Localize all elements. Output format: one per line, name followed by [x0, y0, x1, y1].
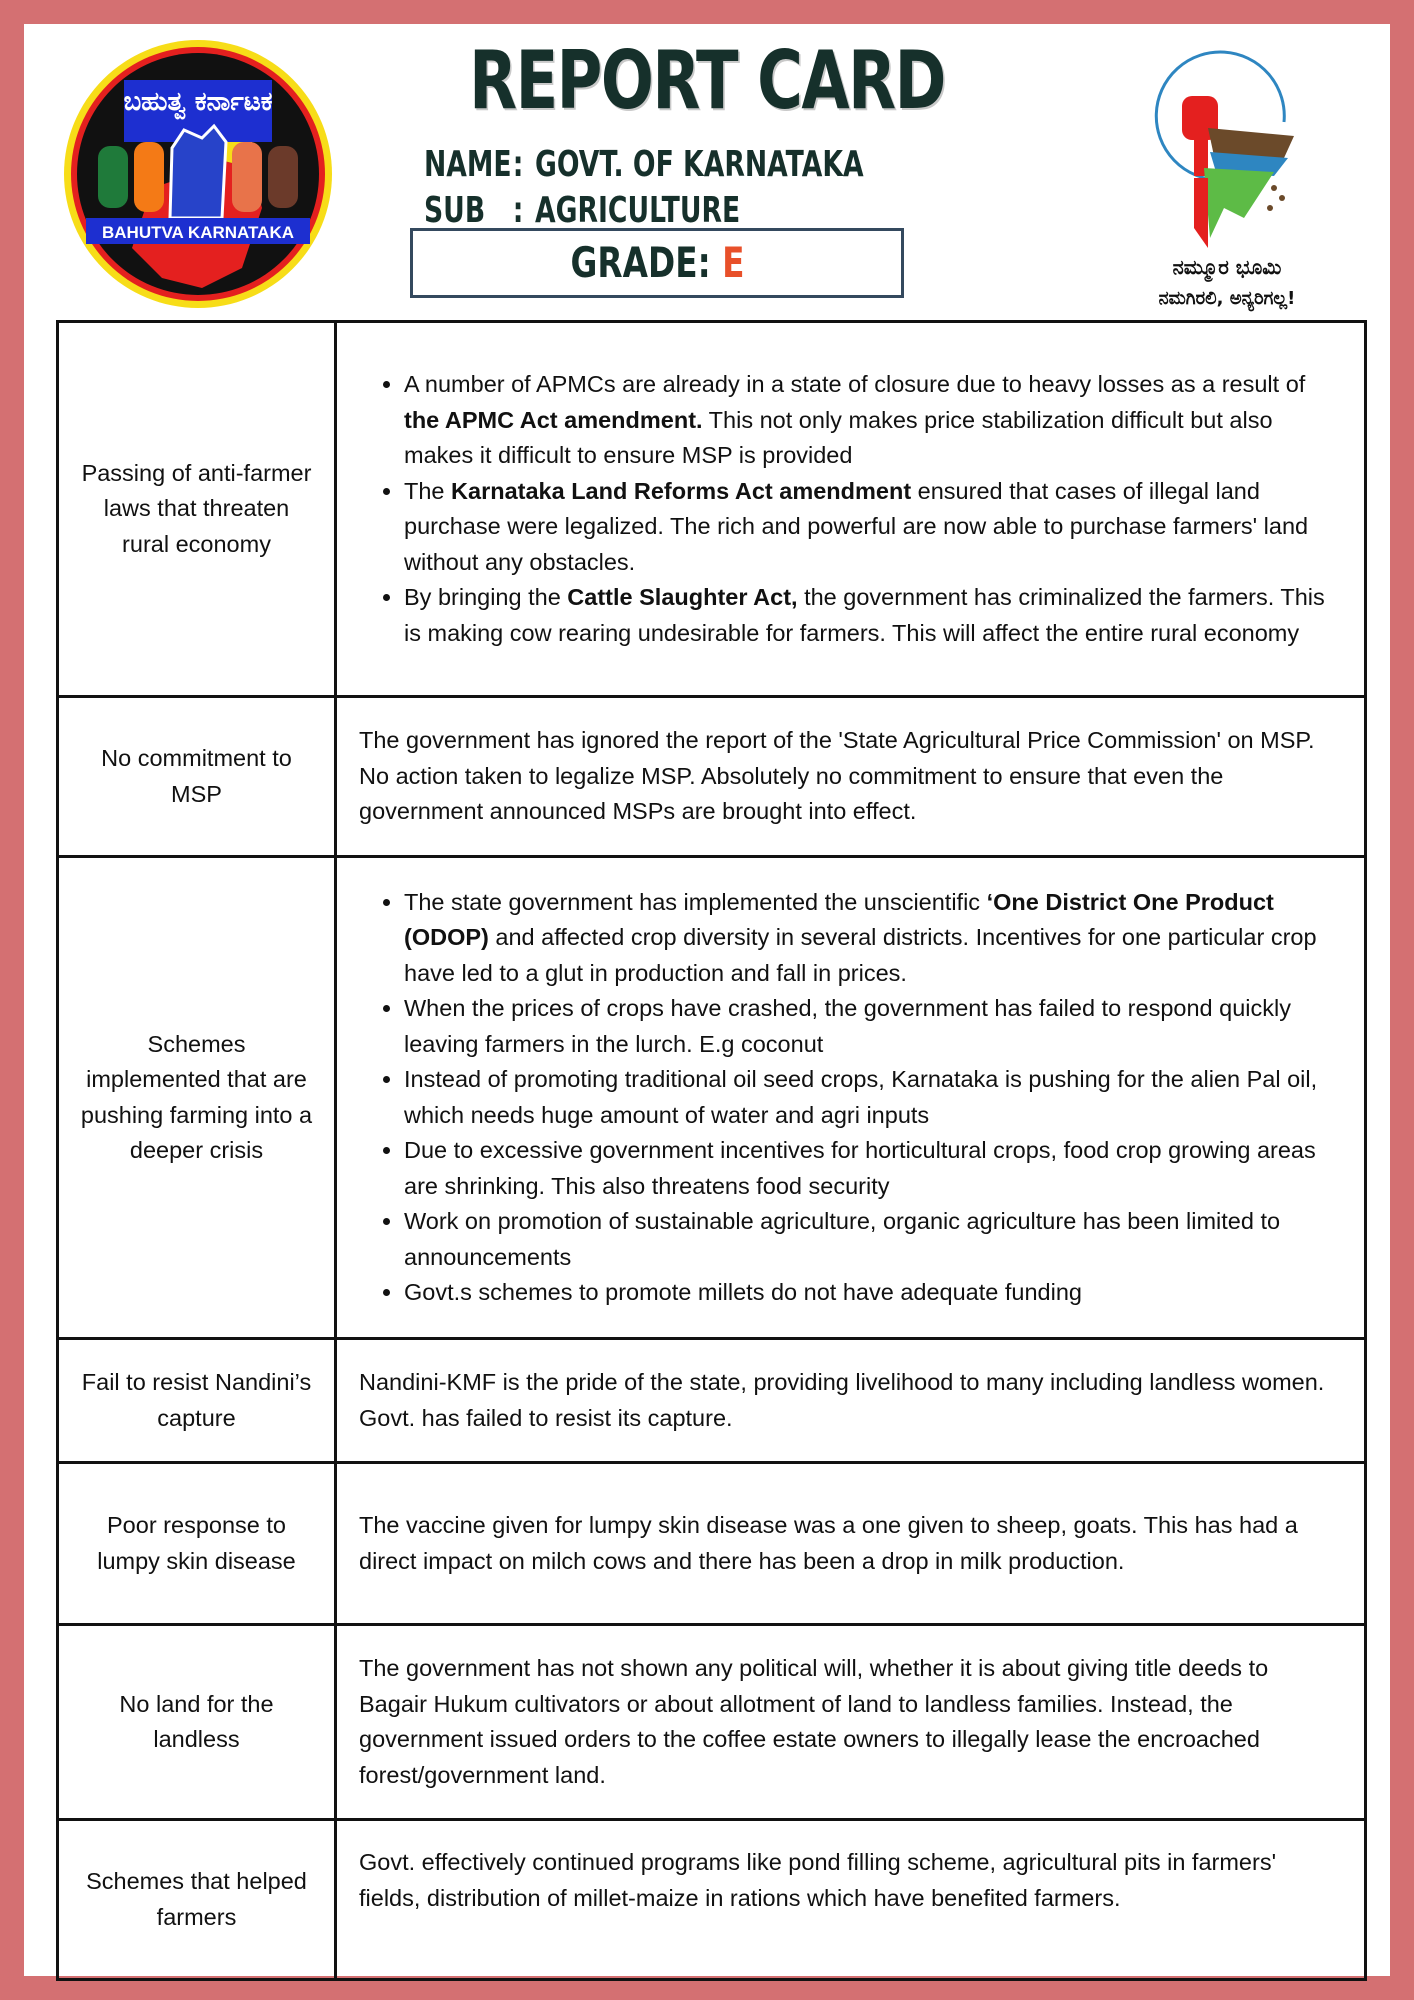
list-item: • The Karnataka Land Reforms Act amendment ensured that cases of illegal land purchase were legalized. The rich and powerful are now able to purchase farmers' land without any obstacles.	[404, 474, 1342, 581]
page-title: REPORT CARD	[469, 34, 945, 127]
report-meta	[424, 142, 864, 234]
row-text: The vaccine given for lumpy skin disease was a one given to sheep, goats. This has had a direct impact on milch cows and there has been a drop in milk production.	[359, 1512, 1298, 1574]
report-table	[56, 320, 1367, 1981]
subject-value: AGRICULTURE	[535, 190, 741, 231]
row-content	[336, 857, 1366, 1339]
row-label: No land for the landless	[58, 1625, 336, 1820]
report-card-page	[24, 24, 1390, 1976]
row-content	[336, 1625, 1366, 1820]
row-label: Poor response to lumpy skin disease	[58, 1463, 336, 1625]
name-separator: :	[512, 144, 524, 185]
table-row	[58, 1820, 1366, 1980]
land-rights-logo	[1124, 48, 1330, 324]
list-item: • Govt.s schemes to promote millets do not have adequate funding	[404, 1275, 1342, 1311]
list-item: • Instead of promoting traditional oil seed crops, Karnataka is pushing for the alien Pal oil, which needs huge amount of water and agri inputs	[404, 1062, 1342, 1133]
subject-separator: :	[512, 190, 524, 231]
table-row	[58, 322, 1366, 697]
row-label: Fail to resist Nandini’s capture	[58, 1339, 336, 1463]
subject-key: SUB	[424, 190, 486, 231]
row-text: Govt. effectively continued programs like pond filling scheme, agricultural pits in farmers' fields, distribution of millet-maize in rations which have benefited farmers.	[359, 1849, 1277, 1911]
row-content	[336, 697, 1366, 857]
row-content	[336, 322, 1366, 697]
grade-label: GRADE:	[570, 238, 711, 287]
name-value: GOVT. OF KARNATAKA	[535, 144, 864, 185]
row-content	[336, 1820, 1366, 1980]
list-item: • A number of APMCs are already in a state of closure due to heavy losses as a result of the APMC Act amendment. This not only makes price stabilization difficult but also makes it difficult to ensure MSP is provided	[404, 367, 1342, 474]
table-row	[58, 697, 1366, 857]
grade-box	[410, 228, 904, 298]
list-item: • Work on promotion of sustainable agriculture, organic agriculture has been limited to announcements	[404, 1204, 1342, 1275]
list-item: • By bringing the Cattle Slaughter Act, the government has criminalized the farmers. This is making cow rearing undesirable for farmers. This will affect the entire rural economy	[404, 580, 1342, 651]
row-label: Schemes implemented that are pushing farming into a deeper crisis	[58, 857, 336, 1339]
list-item: • When the prices of crops have crashed, the government has failed to respond quickly leaving farmers in the lurch. E.g coconut	[404, 991, 1342, 1062]
logo-kannada-line1: ಬಹುತ್ವ ಕರ್ನಾಟಕ	[123, 87, 273, 117]
name-row	[424, 142, 864, 188]
table-row	[58, 1339, 1366, 1463]
row-label: Schemes that helped farmers	[58, 1820, 336, 1980]
row-label: No commitment to MSP	[58, 697, 336, 857]
name-key: NAME	[424, 144, 512, 185]
row-text: The government has not shown any political will, whether it is about giving title deeds to Bagair Hukum cultivators or about allotment of land to landless families. Instead, the government issued orders to the coffee estate owners to illegally lease the encroached forest/government land.	[359, 1655, 1269, 1788]
row-text: Nandini-KMF is the pride of the state, providing livelihood to many including landless women. Govt. has failed to resist its capture.	[359, 1369, 1325, 1431]
grade-text	[570, 231, 744, 295]
bullet-list	[359, 367, 1342, 651]
list-item: • The state government has implemented the unscientific ‘One District One Product (ODOP) and affected crop diversity in several districts. Incentives for one particular crop have led to a glut in production and fall in prices.	[404, 885, 1342, 992]
table-row	[58, 1625, 1366, 1820]
list-item: • Due to excessive government incentives for horticultural crops, food crop growing areas are shrinking. This also threatens food security	[404, 1133, 1342, 1204]
table-row	[58, 1463, 1366, 1625]
slogan-line2: ನಮಗಿರಲಿ, ಅನ್ಯರಿಗಲ್ಲ!	[1158, 288, 1296, 309]
table-row	[58, 857, 1366, 1339]
row-content	[336, 1463, 1366, 1625]
bullet-list	[359, 885, 1342, 1311]
row-label: Passing of anti-farmer laws that threaten rural economy	[58, 322, 336, 697]
logo-caption: BAHUTVA KARNATAKA	[101, 223, 295, 242]
slogan-line1: ನಮ್ಮೂರ ಭೂಮಿ	[1172, 255, 1282, 279]
row-text: The government has ignored the report of the 'State Agricultural Price Commission' on MSP. No action taken to legalize MSP. Absolutely no commitment to ensure that even the government announced MSPs are brought into effect.	[359, 727, 1315, 825]
grade-value: E	[721, 238, 744, 287]
row-content	[336, 1339, 1366, 1463]
